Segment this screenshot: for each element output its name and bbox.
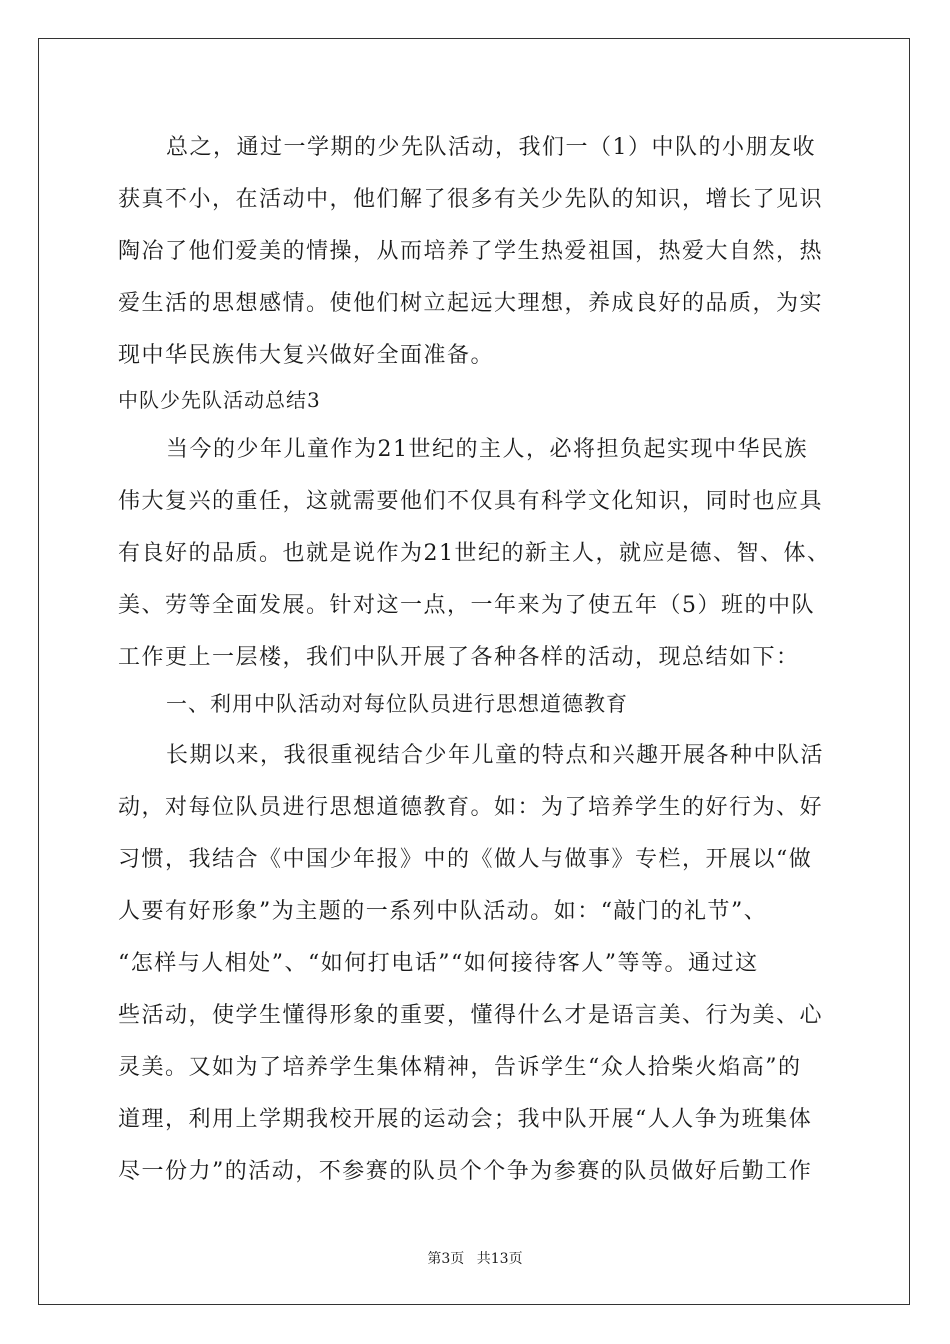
subheading: 一、利用中队活动对每位队员进行思想道德教育: [166, 692, 628, 716]
paragraph-line: 人要有好形象”为主题的一系列中队活动。如：“敲门的礼节”、: [118, 899, 768, 924]
paragraph-line: 长期以来，我很重视结合少年儿童的特点和兴趣开展各种中队活: [166, 743, 825, 768]
paragraph-line: 动，对每位队员进行思想道德教育。如：为了培养学生的好行为、好: [118, 795, 824, 820]
paragraph-line: 道理，利用上学期我校开展的运动会；我中队开展“人人争为班集体: [118, 1107, 813, 1132]
paragraph-line: 工作更上一层楼，我们中队开展了各种各样的活动，现总结如下：: [118, 645, 800, 670]
paragraph-line: 习惯，我结合《中国少年报》中的《做人与做事》专栏，开展以“做: [118, 847, 813, 872]
paragraph-line: 有良好的品质。也就是说作为21世纪的新主人，就应是德、智、体、: [118, 541, 831, 566]
paragraph-line: 爱生活的思想感情。使他们树立起远大理想，养成良好的品质，为实: [118, 291, 824, 316]
paragraph-line: “怎样与人相处”、“如何打电话”“如何接待客人”等等。通过这: [118, 951, 759, 976]
paragraph-line: 当今的少年儿童作为21世纪的主人，必将担负起实现中华民族: [166, 437, 808, 462]
paragraph-line: 获真不小，在活动中，他们解了很多有关少先队的知识，增长了见识: [118, 187, 824, 212]
section-title: 中队少先队活动总结3: [118, 388, 321, 412]
paragraph-line: 些活动，使学生懂得形象的重要，懂得什么才是语言美、行为美、心: [118, 1003, 824, 1028]
page-footer: [0, 1248, 950, 1268]
paragraph-line: 总之，通过一学期的少先队活动，我们一（1）中队的小朋友收: [166, 135, 816, 160]
total-pages: 共13页: [476, 1251, 523, 1267]
paragraph-line: 现中华民族伟大复兴做好全面准备。: [118, 343, 495, 368]
page-number: 第3页: [427, 1251, 465, 1267]
paragraph-line: 陶冶了他们爱美的情操，从而培养了学生热爱祖国，热爱大自然，热: [118, 239, 824, 264]
paragraph-line: 伟大复兴的重任，这就需要他们不仅具有科学文化知识，同时也应具: [118, 489, 824, 514]
paragraph-line: 尽一份力”的活动，不参赛的队员个个争为参赛的队员做好后勤工作: [118, 1159, 813, 1184]
paragraph-line: 美、劳等全面发展。针对这一点，一年来为了使五年（5）班的中队: [118, 593, 815, 618]
paragraph-line: 灵美。又如为了培养学生集体精神，告诉学生“众人拾柴火焰高”的: [118, 1055, 802, 1080]
